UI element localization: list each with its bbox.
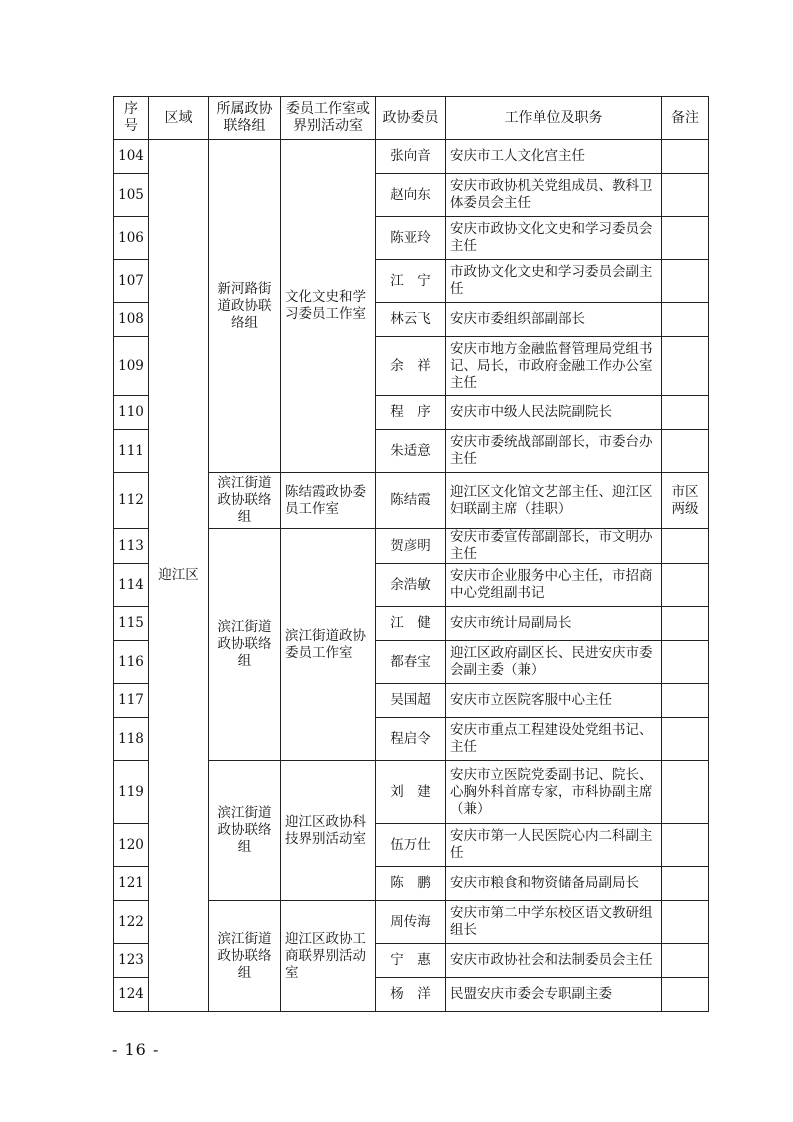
header-liaison: 所属政协 联络组: [209, 97, 281, 140]
note-cell: [662, 217, 709, 260]
note-cell: [662, 978, 709, 1012]
header-no: 序号: [114, 97, 149, 140]
liaison-cell: 滨江街道政协联络组: [209, 529, 281, 761]
position-cell: 安庆市立医院客服中心主任: [446, 684, 662, 718]
position-cell: 安庆市地方金融监督管理局党组书记、局长，市政府金融工作办公室主任: [446, 337, 662, 396]
note-cell: [662, 901, 709, 944]
row-no: 118: [114, 718, 149, 761]
note-cell: [662, 430, 709, 473]
row-no: 122: [114, 901, 149, 944]
member-name: 贺彦明: [376, 529, 446, 564]
member-name: 余浩敏: [376, 564, 446, 607]
member-name: 程启令: [376, 718, 446, 761]
header-area: 区域: [149, 97, 209, 140]
position-cell: 安庆市粮食和物资储备局副局长: [446, 867, 662, 901]
row-no: 111: [114, 430, 149, 473]
row-no: 110: [114, 396, 149, 430]
header-studio: 委员工作室或 界别活动室: [281, 97, 376, 140]
position-cell: 安庆市委宣传部副部长，市文明办主任: [446, 529, 662, 564]
studio-cell: 迎江区政协工商联界别活动室: [281, 901, 376, 1012]
header-note: 备注: [662, 97, 709, 140]
note-cell: [662, 824, 709, 867]
member-name: 宁 惠: [376, 944, 446, 978]
studio-cell: 迎江区政协科技界别活动室: [281, 761, 376, 901]
row-no: 106: [114, 217, 149, 260]
position-cell: 安庆市工人文化宫主任: [446, 140, 662, 174]
studio-cell: 滨江街道政协委员工作室: [281, 529, 376, 761]
note-cell: [662, 529, 709, 564]
liaison-cell: 滨江街道政协联络组: [209, 901, 281, 1012]
row-no: 108: [114, 303, 149, 337]
member-name: 赵向东: [376, 174, 446, 217]
note-cell: [662, 641, 709, 684]
note-cell: [662, 303, 709, 337]
member-name: 杨 洋: [376, 978, 446, 1012]
position-cell: 安庆市政协机关党组成员、教科卫体委员会主任: [446, 174, 662, 217]
note-cell: [662, 867, 709, 901]
studio-cell: 陈结霞政协委员工作室: [281, 473, 376, 529]
row-no: 109: [114, 337, 149, 396]
row-no: 117: [114, 684, 149, 718]
member-name: 余 祥: [376, 337, 446, 396]
position-cell: 安庆市第二中学东校区语文教研组组长: [446, 901, 662, 944]
member-name: 张向音: [376, 140, 446, 174]
header-member: 政协委员: [376, 97, 446, 140]
row-no: 105: [114, 174, 149, 217]
page-number: - 16 -: [112, 1040, 160, 1059]
member-name: 刘 建: [376, 761, 446, 824]
position-cell: 安庆市统计局副局长: [446, 607, 662, 641]
row-no: 123: [114, 944, 149, 978]
member-name: 陈 鹏: [376, 867, 446, 901]
table-row: [114, 140, 709, 174]
note-cell: [662, 337, 709, 396]
liaison-cell: 新河路街道政协联络组: [209, 140, 281, 473]
position-cell: 安庆市企业服务中心主任，市招商中心党组副书记: [446, 564, 662, 607]
note-cell: [662, 396, 709, 430]
member-name: 陈亚玲: [376, 217, 446, 260]
position-cell: 民盟安庆市委会专职副主委: [446, 978, 662, 1012]
row-no: 124: [114, 978, 149, 1012]
note-cell: [662, 761, 709, 824]
note-cell: 市区两级: [662, 473, 709, 529]
row-no: 107: [114, 260, 149, 303]
member-name: 江 健: [376, 607, 446, 641]
member-name: 陈结霞: [376, 473, 446, 529]
note-cell: [662, 564, 709, 607]
member-name: 程 序: [376, 396, 446, 430]
row-no: 119: [114, 761, 149, 824]
note-cell: [662, 174, 709, 217]
position-cell: 市政协文化文史和学习委员会副主任: [446, 260, 662, 303]
liaison-cell: 滨江街道政协联络组: [209, 473, 281, 529]
row-no: 113: [114, 529, 149, 564]
position-cell: 安庆市第一人民医院心内二科副主任: [446, 824, 662, 867]
header-position: 工作单位及职务: [446, 97, 662, 140]
note-cell: [662, 140, 709, 174]
member-name: 伍万仕: [376, 824, 446, 867]
note-cell: [662, 718, 709, 761]
row-no: 114: [114, 564, 149, 607]
header-row: [114, 97, 709, 140]
member-name: 江 宁: [376, 260, 446, 303]
studio-cell: 文化文史和学习委员工作室: [281, 140, 376, 473]
row-no: 115: [114, 607, 149, 641]
member-name: 吴国超: [376, 684, 446, 718]
position-cell: 安庆市中级人民法院副院长: [446, 396, 662, 430]
row-no: 121: [114, 867, 149, 901]
row-no: 104: [114, 140, 149, 174]
area-cell: 迎江区: [149, 140, 209, 1012]
member-name: 林云飞: [376, 303, 446, 337]
note-cell: [662, 944, 709, 978]
position-cell: 迎江区政府副区长、民进安庆市委会副主委（兼）: [446, 641, 662, 684]
position-cell: 迎江区文化馆文艺部主任、迎江区妇联副主席（挂职）: [446, 473, 662, 529]
position-cell: 安庆市重点工程建设处党组书记、主任: [446, 718, 662, 761]
position-cell: 安庆市委组织部副部长: [446, 303, 662, 337]
position-cell: 安庆市政协社会和法制委员会主任: [446, 944, 662, 978]
note-cell: [662, 684, 709, 718]
note-cell: [662, 607, 709, 641]
member-name: 朱适意: [376, 430, 446, 473]
row-no: 116: [114, 641, 149, 684]
position-cell: 安庆市立医院党委副书记、院长、心胸外科首席专家，市科协副主席（兼）: [446, 761, 662, 824]
position-cell: 安庆市委统战部副部长，市委台办主任: [446, 430, 662, 473]
liaison-cell: 滨江街道政协联络组: [209, 761, 281, 901]
note-cell: [662, 260, 709, 303]
position-cell: 安庆市政协文化文史和学习委员会主任: [446, 217, 662, 260]
member-name: 周传海: [376, 901, 446, 944]
row-no: 120: [114, 824, 149, 867]
row-no: 112: [114, 473, 149, 529]
member-table: [113, 96, 709, 1012]
member-name: 都春宝: [376, 641, 446, 684]
